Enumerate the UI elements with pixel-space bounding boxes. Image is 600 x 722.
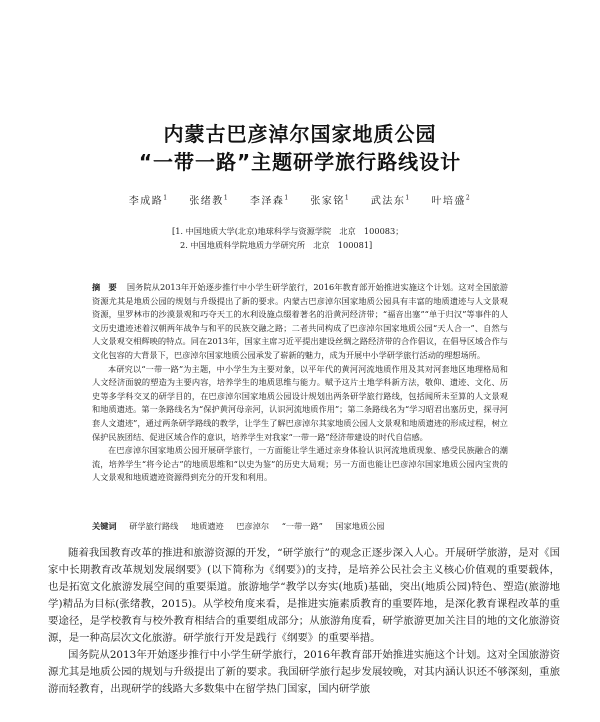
- author: 张家铭$^1$: [310, 194, 351, 207]
- abstract-paragraph: 摘 要 国务院从2013年开始逐步推行中小学生研学旅行，2016年教育部开始推进实施这个计划。这对全国旅游资源尤其是地质公园的规划与升级提出了新的要求。内蒙古巴彦淖尔国家地质公园具有丰富的地质遗迹与人文景观资源，里罗林市的沙漠景观和巧夺天工的水利设施点缀着著名的沿黄河经济带；“福音出塞”“单于归汉”等事件的人文历史遗迹述着汉朝两年战争与和平的民族交融之路；二者共同构成了巴彦淖尔国家地质公园“天人合一”、自然与人文景观交相辉映的特点。同在2013年，国家主席习近平提出建设丝绸之路经济带的合作倡议，在倡导区域合作与文化包容的大背景下，巴彦淖尔国家地质公园承发了崭新的魅力，成为开展中小学研学旅行活动的理想场所。: [92, 282, 508, 360]
- keyword: 巴彦淖尔: [236, 521, 270, 531]
- author: 张绪教$^1$: [189, 194, 230, 207]
- keyword: 研学旅行路线: [129, 521, 179, 531]
- abstract-paragraph: 在巴彦淖尔国家地质公园开展研学旅行，一方面能让学生通过亲身体验认识河流地质现象、感受民族融合的潮流，培养学生“将今论古”的地质思维和“以史为鉴”的历史大局观；另一方面也能让巴彦淖尔国家地质公园内宝贵的人文景观和地质遗迹资源得到充分的开发和利用。: [92, 445, 508, 483]
- keyword: 国家地质公园: [335, 521, 385, 531]
- author: 李泽森$^1$: [249, 194, 290, 207]
- paper-title-line2: “一带一路”主题研学旅行路线设计: [138, 150, 462, 174]
- body-paragraph: 随着我国教育改革的推进和旅游资源的开发，“研学旅行”的观念正逐步深入人心。开展研学旅游，是对《国家中长期教育改革规划发展纲要》(以下简称为《纲要》)的支持，是培养公民社会主义核心价值观的重要载体，也是拓宽文化旅游发展空间的重要渠道。旅游地学“教学以夯实(地质)基础，突出(地质公园)特色、塑造(旅游地学)精品为目标(张绪教，2015)。从学校角度来看，是推进实施素质教育的重要阵地，是深化教育课程改革的重要途径，是学校教育与校外教育相结合的重要组成部分；从旅游角度看，研学旅游更加关注目的地的文化旅游资源，是一种高层次文化旅游。研学旅行开发是践行《纲要》的重要举措。: [48, 547, 560, 644]
- keyword: 地质遗迹: [190, 521, 224, 531]
- keywords: [92, 520, 508, 534]
- paper-title-line1: 内蒙古巴彦淖尔国家地质公园: [163, 122, 437, 146]
- body-text: [48, 545, 560, 698]
- abstract-paragraph: 本研究以“一带一路”为主题，中小学生为主要对象，以平年代的黄河河流地质作用及其对河套地区地理格局和人文经济面貌的塑造为主要内容，培养学生的地质思维与能力。赋予这片土地学科新方法，敬仰、遗迹、文化、历史等多学科交叉的研学目的，在巴彦淖尔国家地质公园设计规划出两条研学旅行路线，包括闻所未至算的人文景观和地质遗迹。第一条路线名为“保护黄河母亲河，认识河流地质作用”；第二条路线名为“学习昭君出塞历史，探寻河套人文遗迹”，通过两条研学路线的教学，让学生了解巴彦淖尔其家地质公园人文景观和地质遗迹的形成过程，树立保护民族团结、促进区域合作的意识，培养学生对我家“一带一路”经济带建设的时代自信感。: [92, 363, 508, 442]
- keyword: “一带一路”: [281, 521, 323, 531]
- author: 叶培盛$^2$: [431, 194, 472, 207]
- body-paragraph: 国务院从2013年开始逐步推行中小学生研学旅行，2016年教育部开始推进实施这个计划。这对全国旅游资源尤其是地质公园的规划与升级提出了新的要求。我国研学旅行起步发展较晚，对其内涵认识还不够深刻，重旅游而轻教育，出现研学的线路大多数集中在留学热门国家，国内研学旅: [48, 649, 560, 695]
- author: 李成路$^1$: [128, 194, 169, 207]
- abstract-label: 摘 要: [92, 282, 117, 292]
- keywords-label: 关键词: [92, 521, 117, 531]
- affiliation-1: [1. 中国地质大学(北京)地球科学与资源学院 北京 100083；: [172, 226, 404, 236]
- affiliation-2: 2. 中国地质科学院地质力学研究所 北京 100081]: [180, 240, 373, 250]
- author-list: [0, 192, 600, 207]
- abstract: [92, 281, 508, 485]
- author: 武法东$^1$: [370, 194, 411, 207]
